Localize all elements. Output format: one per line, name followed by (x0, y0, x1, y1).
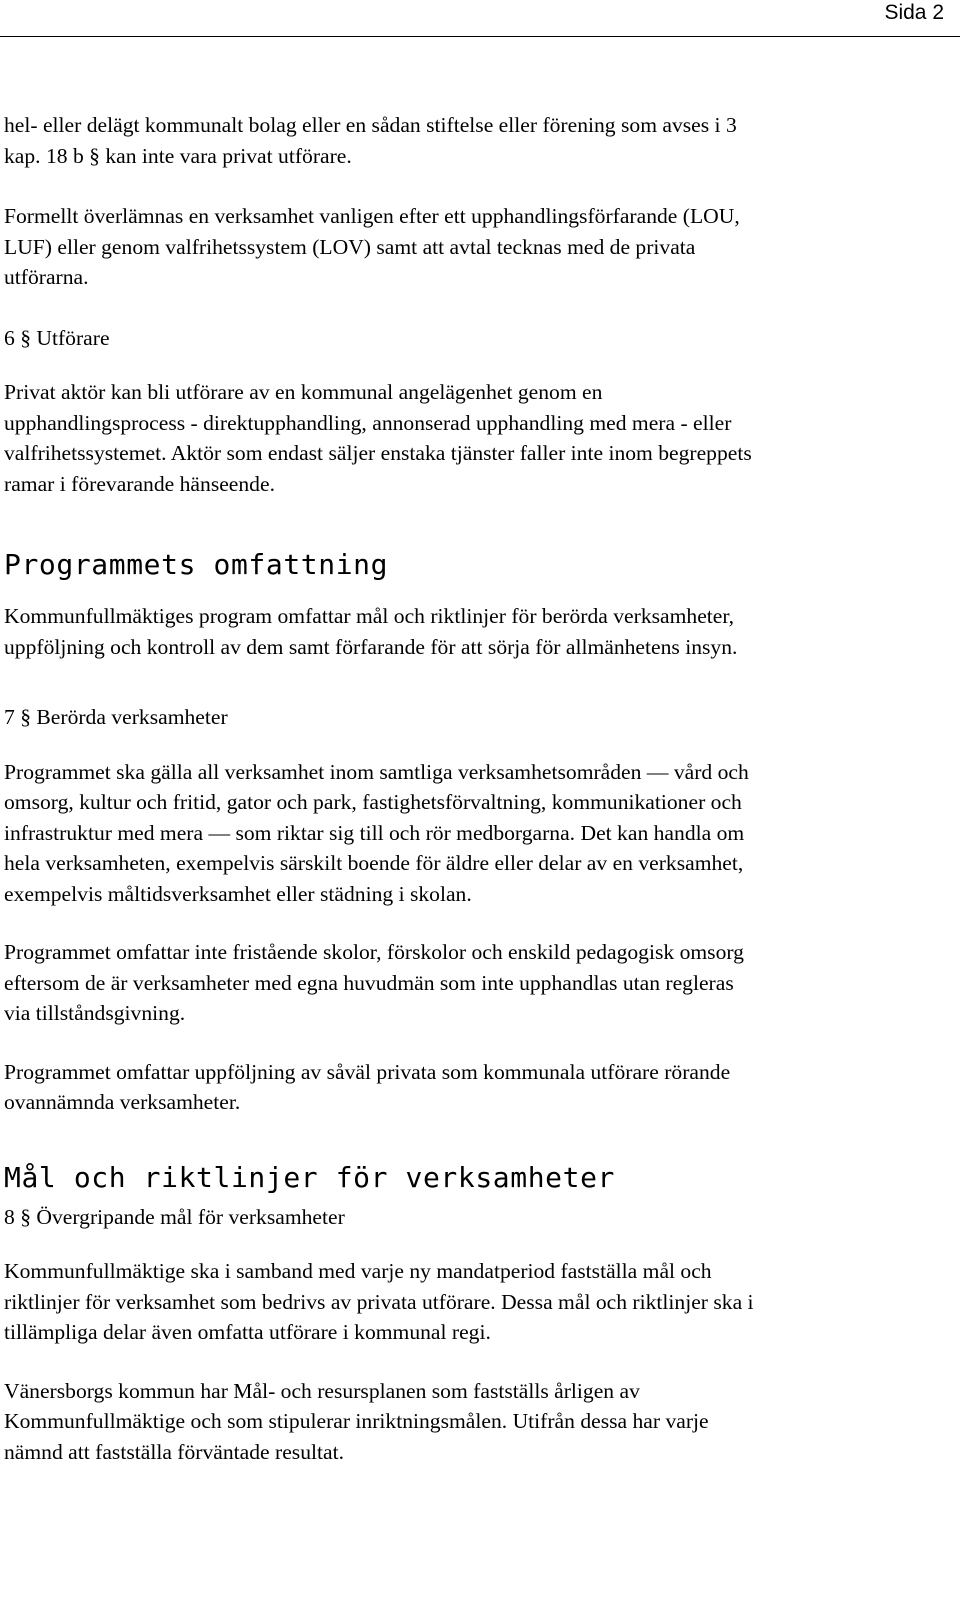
clause-heading-8: 8 § Övergripande mål för verksamheter (4, 1204, 345, 1229)
text-line: upphandlingsprocess - direktupphandling, annonserad upphandling med mera - eller (4, 410, 732, 435)
page-number: Sida 2 (884, 1, 944, 24)
section-heading-scope: Programmets omfattning (4, 548, 389, 581)
text-line: riktlinjer för verksamhet som bedrivs av privata utförare. Dessa mål och riktlinjer ska i (4, 1289, 754, 1314)
text-line: via tillståndsgivning. (4, 1001, 186, 1025)
text-line: Kommunfullmäktiges program omfattar mål och riktlinjer för berörda verksamheter, (4, 604, 735, 628)
text-line: hela verksamheten, exempelvis särskilt boende för äldre eller delar av en verksamhet, (4, 851, 744, 875)
text-line: Vänersborgs kommun har Mål- och resursplanen som fastställs årligen av (4, 1378, 640, 1403)
paragraph-private-contractor-exclusion (4, 110, 954, 171)
text-line: valfrihetssystemet. Aktör som endast säljer enstaka tjänster faller inte inom begreppets (4, 441, 752, 465)
paragraph-resource-plan (4, 1376, 954, 1468)
text-line: omsorg, kultur och fritid, gator och park, fastighetsförvaltning, kommunikationer och (4, 790, 742, 814)
paragraph-program-scope (4, 601, 954, 662)
clause-heading-7: 7 § Berörda verksamheter (4, 705, 228, 729)
document-body (4, 110, 954, 1467)
paragraph-excluded-schools (4, 937, 954, 1029)
page-header (0, 0, 960, 36)
text-line: eftersom de är verksamheter med egna huvudmän som inte upphandlas utan regleras (4, 970, 734, 995)
text-line: Programmet omfattar inte fristående skolor, förskolor och enskild pedagogisk omsorg (4, 940, 744, 964)
text-line: Privat aktör kan bli utförare av en kommunal angelägenhet genom en (4, 380, 603, 404)
section-heading-goals: Mål och riktlinjer för verksamheter (4, 1160, 616, 1194)
text-line: LUF) eller genom valfrihetssystem (LOV) samt att avtal tecknas med de privata (4, 234, 696, 259)
text-line: infrastruktur med mera — som riktar sig till och rör medborgarna. Det kan handla om (4, 820, 745, 845)
text-line: nämnd att fastställa förväntade resultat. (4, 1439, 344, 1464)
paragraph-follow-up (4, 1057, 954, 1118)
text-line: ramar i förevarande hänseende. (4, 471, 275, 496)
text-line: ovannämnda verksamheter. (4, 1090, 241, 1114)
paragraph-private-actor (4, 377, 954, 499)
header-rule (0, 36, 960, 37)
text-line: Kommunfullmäktige och som stipulerar inriktningsmålen. Utifrån dessa har varje (4, 1409, 709, 1433)
text-line: Programmet omfattar uppföljning av såväl privata som kommunala utförare rörande (4, 1059, 731, 1084)
paragraph-council-goals (4, 1256, 954, 1348)
paragraph-procurement-procedure (4, 201, 954, 293)
paragraph-affected-activities (4, 757, 954, 910)
text-line: hel- eller delägt kommunalt bolag eller en sådan stiftelse eller förening som avses i 3 (4, 113, 737, 137)
text-line: Programmet ska gälla all verksamhet inom samtliga verksamhetsområden — vård och (4, 759, 749, 784)
text-line: tillämpliga delar även omfatta utförare i kommunal regi. (4, 1320, 491, 1344)
text-line: exempelvis måltidsverksamhet eller städning i skolan. (4, 881, 472, 906)
text-line: kap. 18 b § kan inte vara privat utförare. (4, 143, 352, 168)
text-line: utförarna. (4, 265, 89, 289)
text-line: Formellt överlämnas en verksamhet vanligen efter ett upphandlingsförfarande (LOU, (4, 204, 740, 228)
text-line: Kommunfullmäktige ska i samband med varje ny mandatperiod fastställa mål och (4, 1259, 712, 1283)
text-line: uppföljning och kontroll av dem samt förfarande för att sörja för allmänhetens insyn. (4, 634, 738, 659)
clause-heading-6: 6 § Utförare (4, 325, 110, 350)
